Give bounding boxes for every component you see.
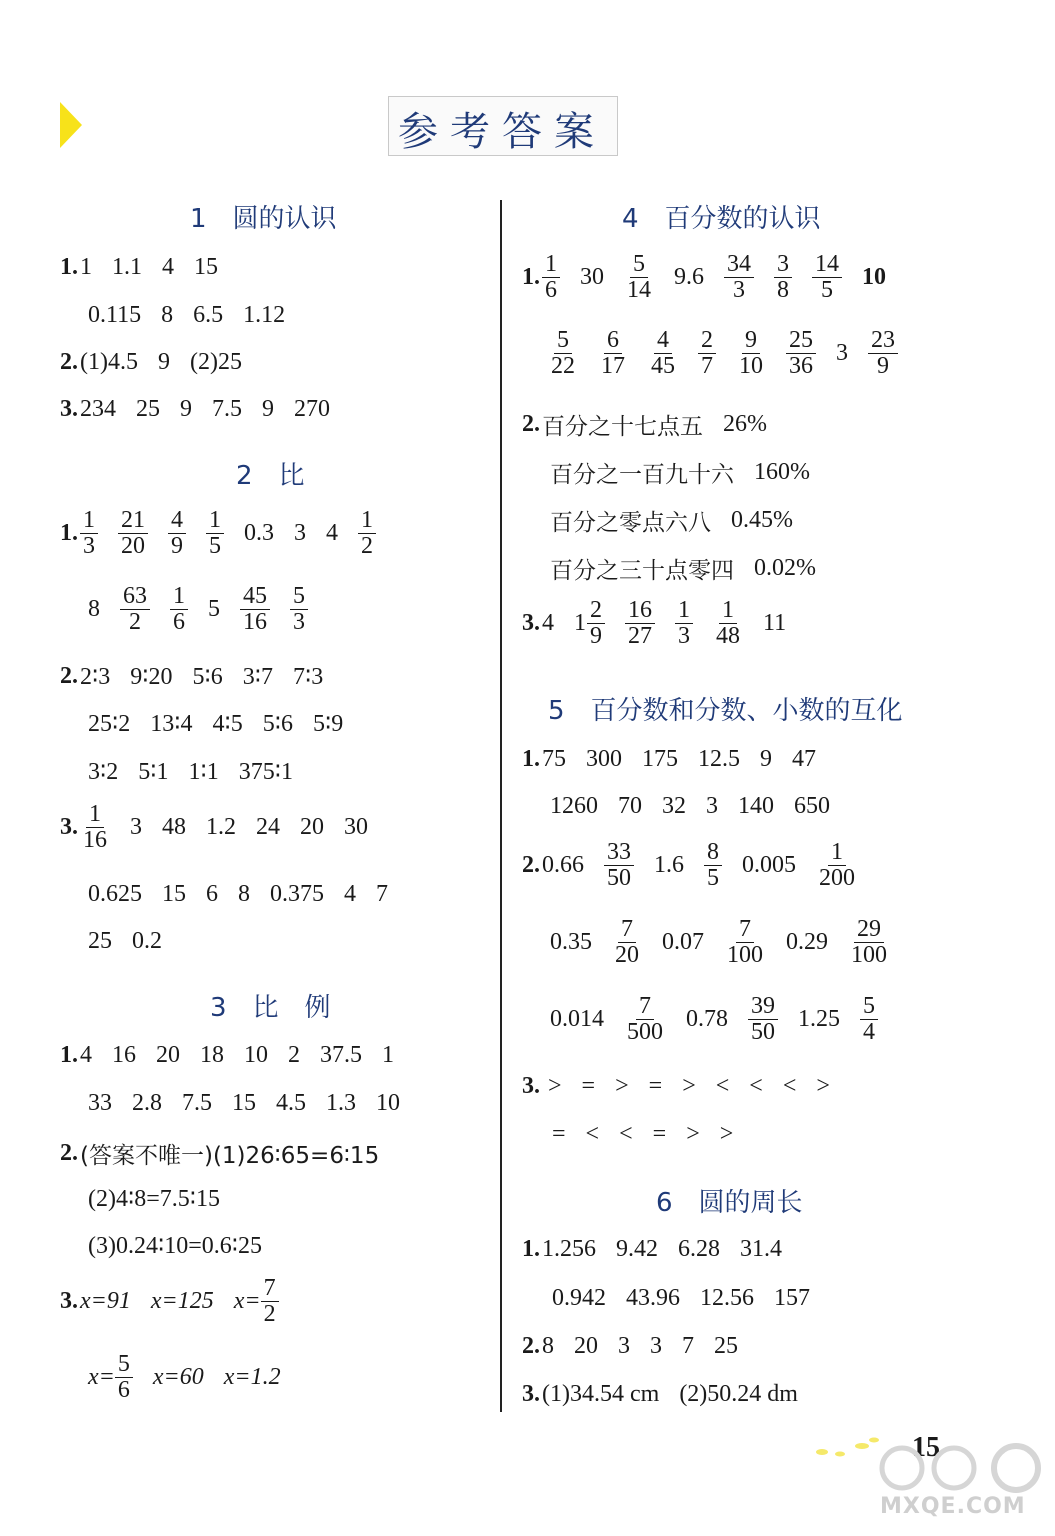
fraction: $\frac{1}{3}$ — [80, 508, 98, 559]
answer-value: 10 — [376, 1090, 400, 1116]
fraction: $\frac{5}{6}$ — [115, 1352, 133, 1403]
question-number: 1. — [522, 746, 540, 772]
answer-value: 2∶3 — [80, 664, 111, 690]
answer-value: 0.005 — [742, 852, 796, 879]
fraction: $\frac{1}{2}$ — [358, 508, 376, 559]
fraction: $\frac{1}{5}$ — [206, 508, 224, 559]
answer-value: 1 — [382, 1042, 394, 1068]
s2-q2-line2 — [88, 709, 343, 738]
answer-value: 25 — [136, 396, 160, 422]
question-number: 3. — [60, 1288, 78, 1315]
comparison-sign: = — [652, 1121, 667, 1147]
answer-value: 300 — [586, 746, 622, 772]
answer-value: 7.5 — [182, 1090, 212, 1116]
answer-value: x=1.2 — [223, 1364, 281, 1391]
s5-q1-line2 — [550, 793, 830, 820]
fraction: $\frac{14}{5}$ — [812, 252, 842, 303]
s4-q3 — [522, 598, 786, 649]
answer-text: 百分之零点六八 — [550, 510, 711, 536]
answer-value: 15 — [194, 254, 218, 280]
answer-value: 0.375 — [270, 881, 324, 907]
question-number: 3. — [60, 396, 78, 422]
answer-value: 0.2 — [132, 928, 162, 954]
question-number: 3. — [522, 1073, 540, 1099]
comparison-sign: > — [816, 1073, 830, 1099]
answer-value: 650 — [794, 793, 830, 819]
s3-q1-line2 — [88, 1090, 400, 1117]
comparison-sign: > — [682, 1073, 696, 1099]
answer-value: 5∶6 — [192, 664, 223, 690]
comparison-sign: > — [686, 1121, 700, 1147]
fraction: $\frac{9}{10}$ — [739, 327, 763, 380]
question-number: 2. — [522, 852, 540, 879]
question-number: 3. — [522, 1381, 540, 1407]
section-heading-4: 4 百分数的认识 — [622, 204, 821, 234]
comparison-sign: < — [619, 1121, 633, 1147]
answer-value: 8 — [238, 881, 250, 907]
answer-value: 16 — [112, 1042, 136, 1068]
s3-q2-line1 — [60, 1137, 379, 1170]
fraction: $\frac{1}{3}$ — [675, 598, 693, 649]
s1-q1-line1 — [60, 254, 218, 281]
fraction: $\frac{5}{3}$ — [290, 584, 308, 635]
answer-value: 10 — [244, 1042, 268, 1068]
question-number: 1. — [60, 254, 78, 280]
fraction: $\frac{7}{20}$ — [615, 916, 639, 969]
fraction: $\frac{1}{200}$ — [819, 839, 855, 892]
answer-value: 0.78 — [686, 1006, 728, 1033]
answer-value: 0.3 — [244, 520, 274, 547]
answer-value: 160% — [754, 459, 810, 485]
answer-value: x=60 — [152, 1364, 204, 1391]
answer-value: 1∶1 — [188, 759, 219, 785]
answer-value: 0.014 — [550, 1006, 604, 1033]
answer-value: 4.5 — [276, 1090, 306, 1116]
comparison-sign: = — [648, 1073, 663, 1099]
comparison-sign: < — [585, 1121, 600, 1147]
answer-value: 0.625 — [88, 881, 142, 907]
answer-value: x= — [88, 1364, 115, 1391]
answer-value: 9∶20 — [130, 664, 173, 690]
answer-value: 32 — [662, 793, 686, 819]
question-number: 2. — [522, 1333, 540, 1359]
question-number: 1. — [522, 1236, 540, 1262]
answer-value: 3 — [618, 1333, 630, 1359]
watermark-text: MXQE.COM — [880, 1494, 1026, 1519]
fraction: $\frac{21}{20}$ — [118, 508, 148, 559]
answer-text: (2)4∶8=7.5∶15 — [88, 1186, 221, 1212]
answer-value: x=91 — [80, 1288, 131, 1315]
answer-value: 4∶5 — [212, 711, 243, 737]
answer-value: (1)4.5 — [80, 349, 138, 375]
s2-q3-line3 — [88, 928, 162, 955]
question-number: 1. — [60, 520, 78, 547]
section-heading-5: 5 百分数和分数、小数的互化 — [548, 696, 903, 726]
answer-value: 7 — [376, 881, 388, 907]
section-heading-1: 1 圆的认识 — [190, 204, 337, 234]
comparison-sign: < — [715, 1073, 730, 1099]
answer-value: 15 — [232, 1090, 256, 1116]
question-number: 3. — [522, 610, 540, 637]
answer-value: 4 — [162, 254, 174, 280]
s2-q3-line2 — [88, 881, 388, 908]
fraction: $\frac{45}{16}$ — [240, 584, 270, 635]
s3-q1-line1 — [60, 1042, 394, 1069]
answer-value: 1.1 — [112, 254, 142, 280]
s3-q3-line1 — [60, 1276, 299, 1327]
answer-value: (2)25 — [189, 349, 242, 375]
fraction: $\frac{5}{14}$ — [627, 251, 651, 304]
fraction: $\frac{4}{45}$ — [651, 327, 675, 380]
s3-q2-line3 — [88, 1231, 262, 1260]
answer-value: 8 — [88, 596, 100, 623]
answer-value: 43.96 — [626, 1285, 680, 1311]
answer-value: 0.45% — [731, 507, 793, 533]
s4-q1-line1 — [522, 252, 886, 303]
answer-value: 5∶6 — [262, 711, 293, 737]
answer-value: 5∶1 — [138, 759, 169, 785]
yellow-tab-marker — [60, 100, 84, 150]
s5-q3-line1 — [522, 1073, 830, 1100]
question-number: 2. — [60, 1140, 78, 1166]
answer-value: 3∶7 — [242, 664, 273, 690]
page-number: 15 — [912, 1432, 940, 1463]
answer-value: 3 — [294, 520, 306, 547]
fraction: $\frac{33}{50}$ — [604, 840, 634, 891]
answer-value: 9 — [180, 396, 192, 422]
comparison-sign: > — [548, 1073, 562, 1099]
comparison-sign: < — [749, 1073, 763, 1099]
answer-value: 25 — [714, 1333, 738, 1359]
comparison-sign: > — [615, 1073, 629, 1099]
s4-q2-line4 — [550, 552, 816, 585]
answer-value: 375∶1 — [238, 759, 293, 785]
question-number: 2. — [522, 411, 540, 437]
answer-value: 0.942 — [552, 1285, 606, 1311]
section-heading-6: 6 圆的周长 — [656, 1188, 803, 1218]
fraction: $\frac{23}{9}$ — [868, 328, 898, 379]
answer-value: 0.07 — [662, 929, 704, 956]
fraction: $\frac{3}{8}$ — [774, 252, 792, 303]
answer-value: 3 — [836, 340, 848, 367]
answer-value: 234 — [80, 396, 116, 422]
answer-value: 0.02% — [754, 555, 816, 581]
answer-value: 9.42 — [616, 1236, 658, 1262]
answer-value: 10 — [862, 264, 886, 291]
s4-q2-line3 — [550, 504, 793, 537]
answer-value: 6.28 — [678, 1236, 720, 1262]
answer-value: 3 — [706, 793, 718, 819]
answer-value: 2 — [288, 1042, 300, 1068]
answer-value: 4 — [542, 610, 554, 637]
answer-value: 7.5 — [212, 396, 242, 422]
answer-value: 47 — [792, 746, 816, 772]
answer-value: 1.6 — [654, 852, 684, 879]
s6-q2 — [522, 1333, 738, 1360]
answer-value: 1 — [80, 254, 92, 280]
fraction: $\frac{8}{5}$ — [704, 840, 722, 891]
answer-value: 24 — [256, 814, 280, 841]
answer-value: 70 — [618, 793, 642, 819]
fraction: $\frac{4}{9}$ — [168, 508, 186, 559]
answer-value: 30 — [580, 264, 604, 291]
s5-q2-line2 — [550, 917, 910, 968]
answer-value: 270 — [294, 396, 330, 422]
answer-value: 5 — [208, 596, 220, 623]
answer-value: 26% — [723, 411, 767, 437]
answer-value: 0.35 — [550, 929, 592, 956]
answer-value: 8 — [542, 1333, 554, 1359]
question-number: 3. — [60, 814, 78, 841]
answer-value: 7 — [682, 1333, 694, 1359]
fraction: $\frac{29}{100}$ — [851, 916, 887, 969]
answer-value: x= — [233, 1288, 261, 1315]
s6-q1-line2 — [552, 1285, 810, 1312]
answer-value: 6 — [206, 881, 218, 907]
answer-value: 1.25 — [798, 1006, 840, 1033]
s2-q1-line2 — [88, 584, 328, 635]
answer-value: x=125 — [150, 1288, 214, 1315]
answer-text: (答案不唯一)(1)26∶65=6∶15 — [80, 1143, 380, 1169]
s2-q1-line1 — [60, 508, 396, 559]
answer-value: 31.4 — [740, 1236, 782, 1262]
s3-q3-line2 — [88, 1352, 281, 1403]
answer-value: 1.3 — [326, 1090, 356, 1116]
page-title: 参考答案 — [398, 109, 606, 155]
answer-value: 1.12 — [243, 302, 286, 328]
s1-q3 — [60, 396, 330, 423]
answer-value: 18 — [200, 1042, 224, 1068]
fraction: $\frac{7}{500}$ — [627, 993, 663, 1046]
fraction: $\frac{1}{48}$ — [716, 597, 740, 650]
fraction: $\frac{25}{36}$ — [786, 328, 816, 379]
fraction: $\frac{7}{2}$ — [261, 1276, 279, 1327]
s5-q3-line2 — [552, 1121, 733, 1148]
answer-value: 25 — [88, 928, 112, 954]
s5-q1-line1 — [522, 746, 816, 773]
answer-value: 9.6 — [674, 264, 704, 291]
answer-text: 百分之十七点五 — [542, 414, 703, 440]
section-heading-3: 3 比 例 — [210, 993, 331, 1023]
answer-value: 12.56 — [700, 1285, 754, 1311]
question-number: 2. — [60, 663, 78, 689]
fraction: $\frac{1}{16}$ — [83, 801, 107, 854]
answer-value: 8 — [161, 302, 174, 328]
answer-value: 20 — [574, 1333, 598, 1359]
answer-value: 6.5 — [193, 302, 224, 328]
answer-value: 157 — [774, 1285, 810, 1311]
answer-text: (3)0.24∶10=0.6∶25 — [88, 1233, 263, 1259]
answer-value: (2)50.24 dm — [679, 1381, 798, 1407]
s2-q3-line1 — [60, 802, 368, 853]
answer-value: 9 — [262, 396, 274, 422]
fraction: $\frac{34}{3}$ — [724, 252, 754, 303]
comparison-sign: > — [719, 1121, 734, 1147]
watermark-logo-icon — [876, 1440, 1046, 1496]
column-divider — [500, 200, 502, 1412]
fraction: $\frac{39}{50}$ — [748, 994, 778, 1045]
answer-value: 30 — [344, 814, 368, 841]
answer-value: 11 — [763, 610, 787, 637]
s5-q2-line1 — [522, 840, 878, 891]
answer-value: 48 — [162, 814, 186, 841]
comparison-sign: = — [552, 1121, 566, 1147]
answer-value: 1.2 — [206, 814, 236, 841]
s4-q1-line2 — [548, 328, 918, 379]
answer-value: 75 — [542, 746, 566, 772]
answer-value: 4 — [344, 881, 356, 907]
answer-value: 1.256 — [542, 1236, 596, 1262]
answer-value: 140 — [738, 793, 774, 819]
s4-q2-line1 — [522, 408, 767, 441]
answer-value: 12.5 — [698, 746, 740, 772]
fraction: $\frac{7}{100}$ — [727, 916, 763, 969]
answer-value: 9 — [157, 349, 170, 375]
s1-q2 — [60, 349, 242, 376]
fraction: $\frac{5}{4}$ — [860, 994, 878, 1045]
answer-value: 3 — [130, 814, 142, 841]
s2-q2-line1 — [60, 662, 323, 691]
answer-value: 25∶2 — [88, 711, 131, 737]
answer-value: 20 — [156, 1042, 180, 1068]
answer-value: 0.29 — [786, 929, 828, 956]
answer-value: 9 — [760, 746, 772, 772]
answer-value: 1260 — [550, 793, 598, 819]
fraction: $\frac{1}{6}$ — [542, 252, 560, 303]
answer-value: 4 — [80, 1042, 92, 1068]
comparison-sign: < — [782, 1073, 797, 1099]
answer-value: 175 — [642, 746, 678, 772]
answer-value: 15 — [162, 881, 186, 907]
fraction: $\frac{1}{6}$ — [170, 584, 188, 635]
fraction: $\frac{16}{27}$ — [625, 598, 655, 649]
s4-q2-line2 — [550, 456, 810, 489]
s5-q2-line3 — [550, 994, 898, 1045]
fraction: $\frac{63}{2}$ — [120, 584, 150, 635]
s6-q3 — [522, 1381, 798, 1408]
answer-value: 13∶4 — [150, 711, 193, 737]
question-number: 1. — [60, 1042, 78, 1068]
answer-value: 3∶2 — [88, 759, 119, 785]
comparison-sign: = — [581, 1073, 596, 1099]
fraction: $\frac{2}{7}$ — [698, 328, 716, 379]
s1-q1-line2 — [88, 302, 285, 329]
question-number: 1. — [522, 264, 540, 291]
answer-value: 7∶3 — [293, 664, 324, 690]
answer-text: 百分之一百九十六 — [550, 462, 734, 488]
answer-value: 3 — [650, 1333, 662, 1359]
section-heading-2: 2 比 — [236, 461, 305, 491]
s3-q2-line2 — [88, 1184, 220, 1213]
fraction: $\frac{6}{17}$ — [601, 327, 625, 380]
answer-value: 4 — [326, 520, 338, 547]
s2-q2-line3 — [88, 757, 293, 786]
answer-value: 0.115 — [88, 302, 142, 328]
fraction: $\frac{5}{22}$ — [551, 327, 575, 380]
question-number: 2. — [60, 349, 78, 375]
answer-value: 0.66 — [542, 852, 584, 879]
answer-value: 37.5 — [320, 1042, 362, 1068]
s6-q1-line1 — [522, 1236, 782, 1263]
answer-value: 2.8 — [132, 1090, 162, 1116]
answer-value: 33 — [88, 1090, 112, 1116]
mixed-number: 1 $\frac{2}{9}$ — [574, 598, 605, 649]
answer-text: 百分之三十点零四 — [550, 558, 734, 584]
answer-value: 20 — [300, 814, 324, 841]
answer-value: 5∶9 — [313, 711, 344, 737]
answer-value: (1)34.54 cm — [542, 1381, 660, 1407]
leaf-decoration-icon — [812, 1434, 882, 1462]
